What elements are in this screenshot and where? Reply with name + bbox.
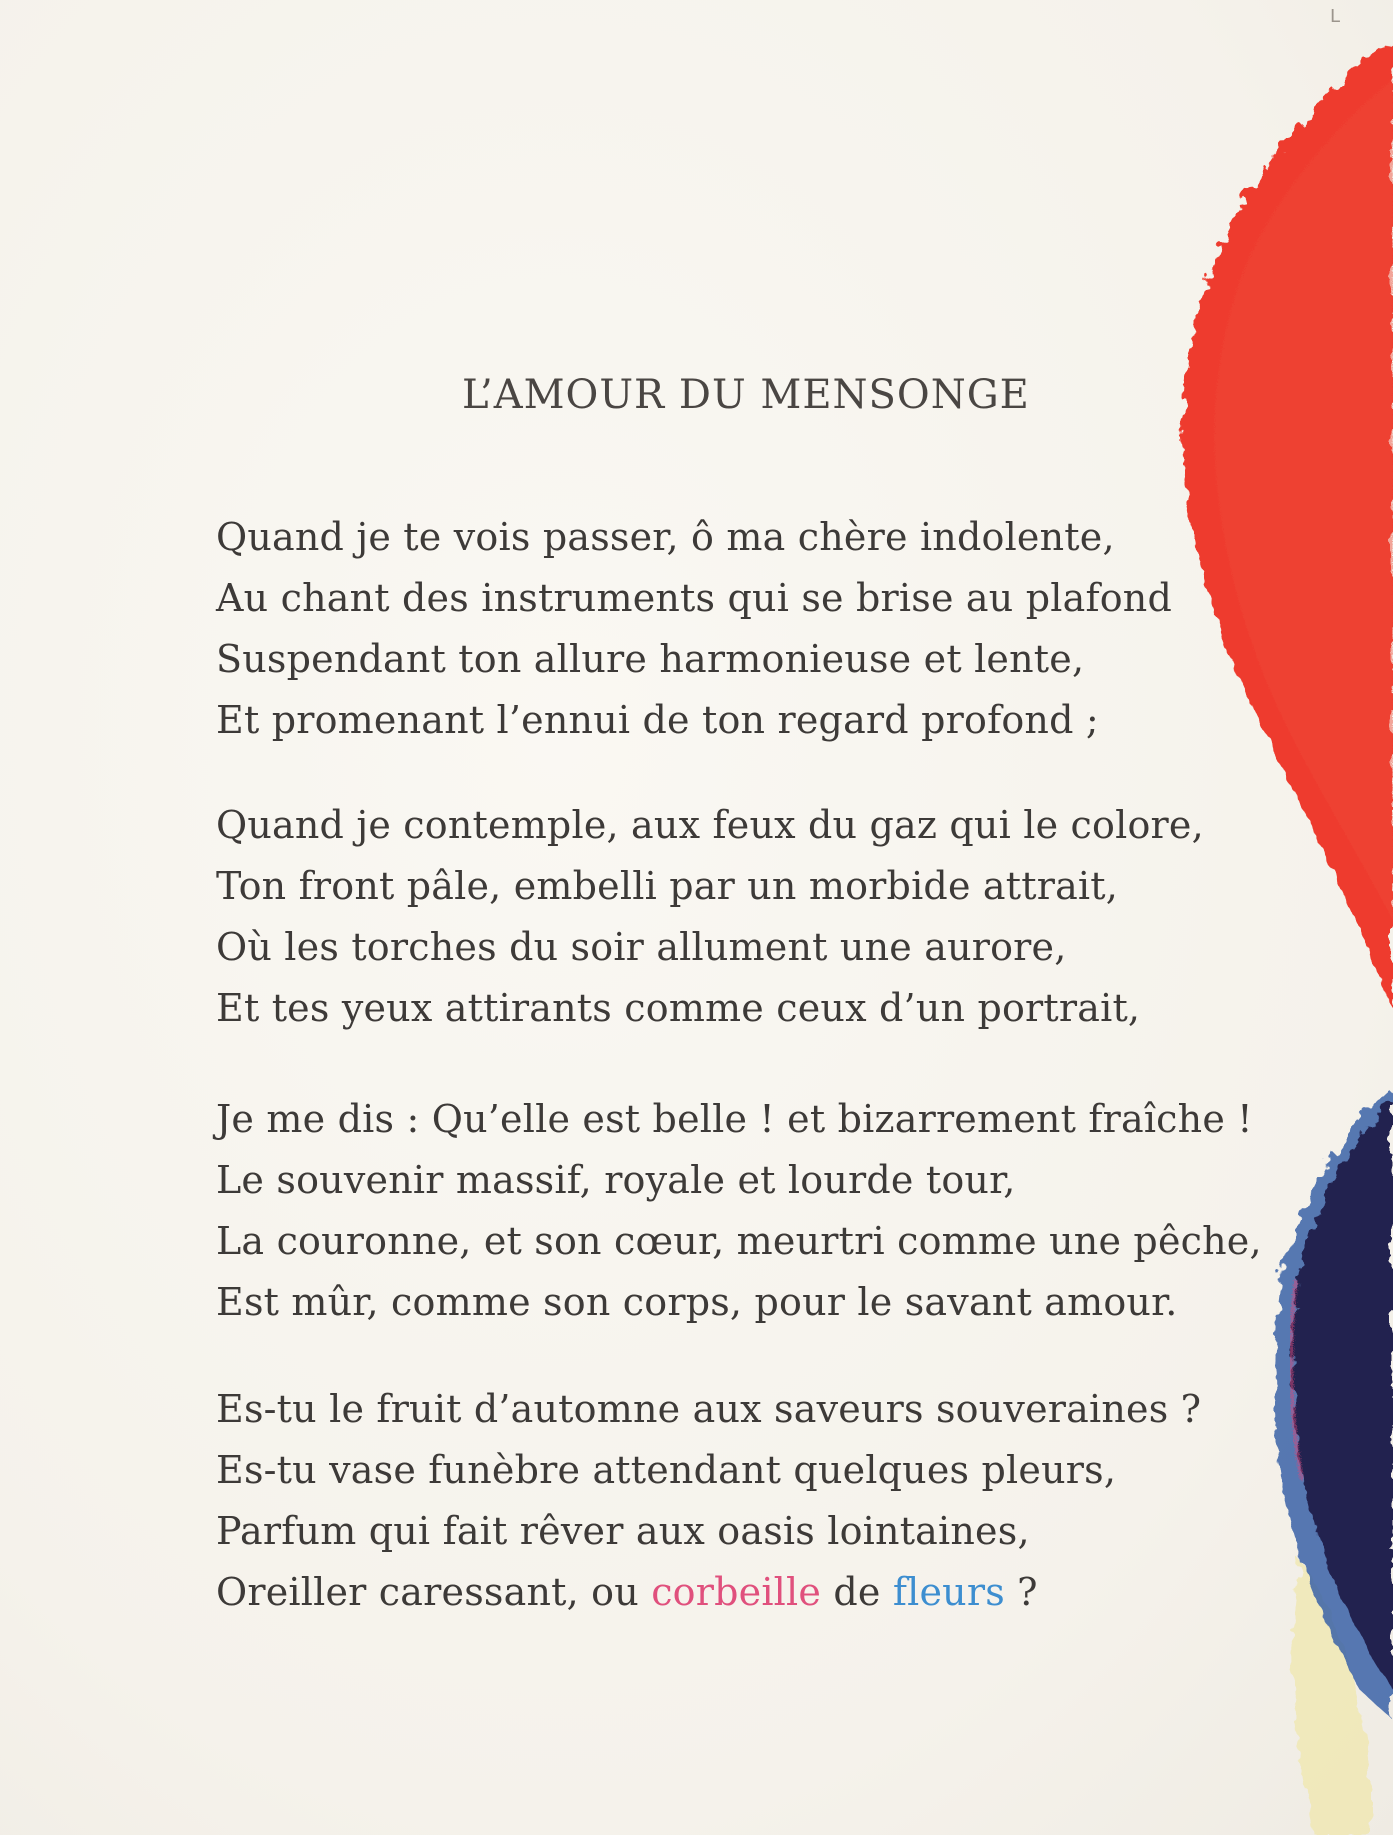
- page-mark: L: [1330, 6, 1341, 27]
- accent-word-corbeille: corbeille: [651, 1570, 822, 1614]
- final-line-part-1: Oreiller caressant, ou: [216, 1570, 652, 1614]
- poem-line: Où les torches du soir allument une aurore,: [216, 925, 1067, 969]
- poem-line: Es-tu vase funèbre attendant quelques pleurs,: [216, 1448, 1117, 1492]
- poem-final-line: [216, 1562, 1201, 1623]
- stanza-4: [216, 1379, 1201, 1623]
- stanza-1: [216, 507, 1172, 751]
- poem-line: Je me dis : Qu’elle est belle ! et bizarrement fraîche !: [216, 1097, 1253, 1141]
- poem-line: La couronne, et son cœur, meurtri comme une pêche,: [216, 1219, 1262, 1263]
- stanza-2: [216, 795, 1204, 1039]
- poem-line: Et promenant l’ennui de ton regard profond ;: [216, 698, 1099, 742]
- accent-word-fleurs: fleurs: [892, 1570, 1005, 1614]
- poem-line: Quand je te vois passer, ô ma chère indolente,: [216, 515, 1115, 559]
- poem-line: Suspendant ton allure harmonieuse et lente,: [216, 637, 1085, 681]
- poem-line: Parfum qui fait rêver aux oasis lointaines,: [216, 1509, 1030, 1553]
- poem-line: Au chant des instruments qui se brise au plafond: [216, 576, 1173, 620]
- final-line-part-2: de: [821, 1570, 893, 1614]
- poem-line: Le souvenir massif, royale et lourde tour,: [216, 1158, 1016, 1202]
- final-line-part-3: ?: [1004, 1570, 1038, 1614]
- poem-line: Ton front pâle, embelli par un morbide attrait,: [216, 864, 1119, 908]
- poem-title: L’AMOUR DU MENSONGE: [462, 372, 1030, 418]
- poem-line: Es-tu le fruit d’automne aux saveurs souveraines ?: [216, 1387, 1202, 1431]
- poem-line: Et tes yeux attirants comme ceux d’un portrait,: [216, 986, 1141, 1030]
- poem-line: Est mûr, comme son corps, pour le savant amour.: [216, 1280, 1178, 1324]
- poem-line: Quand je contemple, aux feux du gaz qui le colore,: [216, 803, 1204, 847]
- stanza-3: [216, 1089, 1262, 1333]
